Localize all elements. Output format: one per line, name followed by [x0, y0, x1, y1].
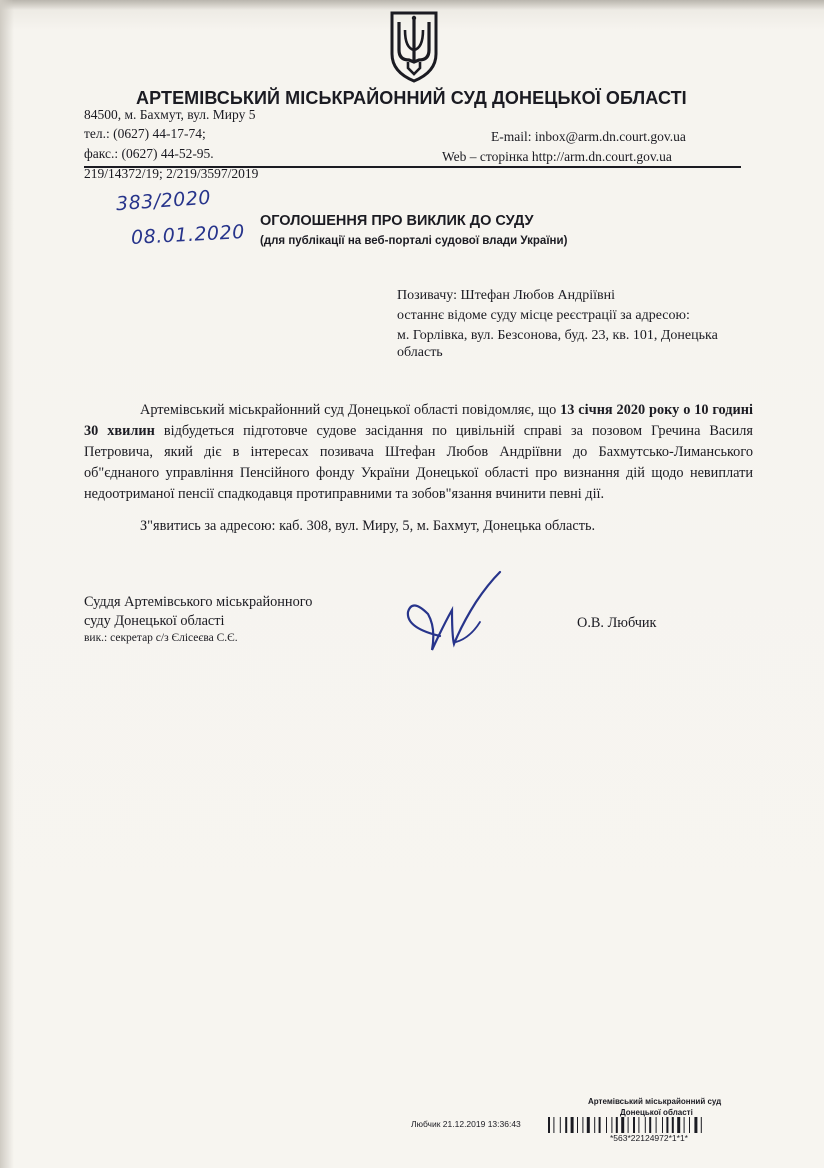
notice-paragraph — [84, 400, 753, 505]
barcode-bar — [694, 1117, 697, 1133]
addressee-note: останнє відоме суду місце реєстрації за адресою: — [397, 308, 690, 323]
court-phone: тел.: (0627) 44-17-74; — [84, 126, 206, 141]
stamp-user-datetime: Любчик 21.12.2019 13:36:43 — [411, 1119, 521, 1129]
barcode-bar — [628, 1117, 629, 1133]
document-subtitle: (для публікації на веб-порталі судової влади України) — [260, 235, 568, 247]
barcode-bar — [616, 1117, 618, 1133]
barcode-bar — [587, 1117, 590, 1133]
barcode-bar — [677, 1117, 680, 1133]
judge-name: О.В. Любчик — [577, 615, 657, 631]
court-name: АРТЕМІВСЬКИЙ МІСЬКРАЙОННИЙ СУД ДОНЕЦЬКОЇ ОБЛАСТІ — [136, 88, 687, 108]
hearing-datetime: 13 січня 2020 року о 10 годині 30 хвилин — [84, 402, 753, 439]
barcode-bar — [621, 1117, 624, 1133]
notice-text-end: відбудеться підготовче судове засідання по цивільній справі за позовом Гречина Василя Петровича, який діє в інтересах позивача Штефан Любов Андріївни до Бахмутсько-Лиманського об"єднаного управління Пенсійного фонду України Донецької області про визнання дій щодо невиплати недоотриманої пенсії спадкодавця протиправними та зобов"язання вчинити певні дії. — [84, 423, 753, 502]
barcode-bar — [571, 1117, 574, 1133]
document-title: ОГОЛОШЕННЯ ПРО ВИКЛИК ДО СУДУ — [260, 213, 534, 229]
court-email: E-mail: inbox@arm.dn.court.gov.ua — [491, 129, 686, 144]
barcode-bar — [553, 1117, 554, 1133]
barcode-bar — [582, 1117, 583, 1133]
barcode-bar — [656, 1117, 657, 1133]
handwritten-reg-date: 08.01.2020 — [130, 221, 246, 249]
barcode-bar — [565, 1117, 567, 1133]
barcode-bar — [599, 1117, 601, 1133]
barcode-text: *563*22124972*1*1* — [610, 1133, 688, 1143]
barcode-bar — [649, 1117, 651, 1133]
signature-title-line2: суду Донецької області — [84, 613, 225, 629]
case-numbers: 219/14372/19; 2/219/3597/2019 — [84, 166, 259, 181]
court-website: Web – сторінка http://arm.dn.court.gov.ua — [442, 149, 672, 164]
signature-title-line1: Суддя Артемівського міськрайонного — [84, 594, 313, 610]
barcode-bar — [684, 1117, 685, 1133]
barcode-bar — [701, 1117, 702, 1133]
coat-of-arms-icon — [388, 10, 440, 84]
scan-edge-top — [0, 0, 824, 10]
appearance-address: З"явитись за адресою: каб. 308, вул. Миру, 5, м. Бахмут, Донецька область. — [140, 518, 596, 534]
scan-edge-left — [0, 0, 14, 1168]
notice-text-start: Артемівський міськрайонний суд Донецької області повідомляє, що — [140, 402, 561, 418]
notice-body — [84, 400, 753, 505]
barcode-bar — [611, 1117, 612, 1133]
barcode-icon — [548, 1117, 780, 1133]
barcode-bar — [689, 1117, 690, 1133]
court-address: 84500, м. Бахмут, вул. Миру 5 — [84, 107, 256, 122]
barcode-bar — [638, 1117, 639, 1133]
stamp-court-line1: Артемівський міськрайонний суд — [588, 1097, 722, 1106]
barcode-bar — [672, 1117, 674, 1133]
barcode-bar — [633, 1117, 635, 1133]
barcode-bar — [560, 1117, 561, 1133]
handwritten-reg-number: 383/2020 — [115, 186, 212, 216]
barcode-bar — [594, 1117, 595, 1133]
executor-note: вик.: секретар с/з Єлісеєва С.Є. — [84, 632, 238, 644]
barcode-bar — [662, 1117, 663, 1133]
court-fax: факс.: (0627) 44-52-95. — [84, 146, 214, 161]
barcode-bar — [606, 1117, 607, 1133]
addressee-name: Позивачу: Штефан Любов Андріївні — [397, 288, 616, 303]
addressee-region: область — [397, 345, 443, 360]
stamp-court-line2: Донецької області — [620, 1108, 693, 1117]
barcode-bar — [645, 1117, 646, 1133]
barcode-bar — [548, 1117, 550, 1133]
barcode-bar — [666, 1117, 668, 1133]
barcode-bar — [577, 1117, 578, 1133]
addressee-address: м. Горлівка, вул. Безсонова, буд. 23, кв. 101, Донецька — [397, 328, 718, 343]
handwritten-signature — [400, 568, 510, 660]
